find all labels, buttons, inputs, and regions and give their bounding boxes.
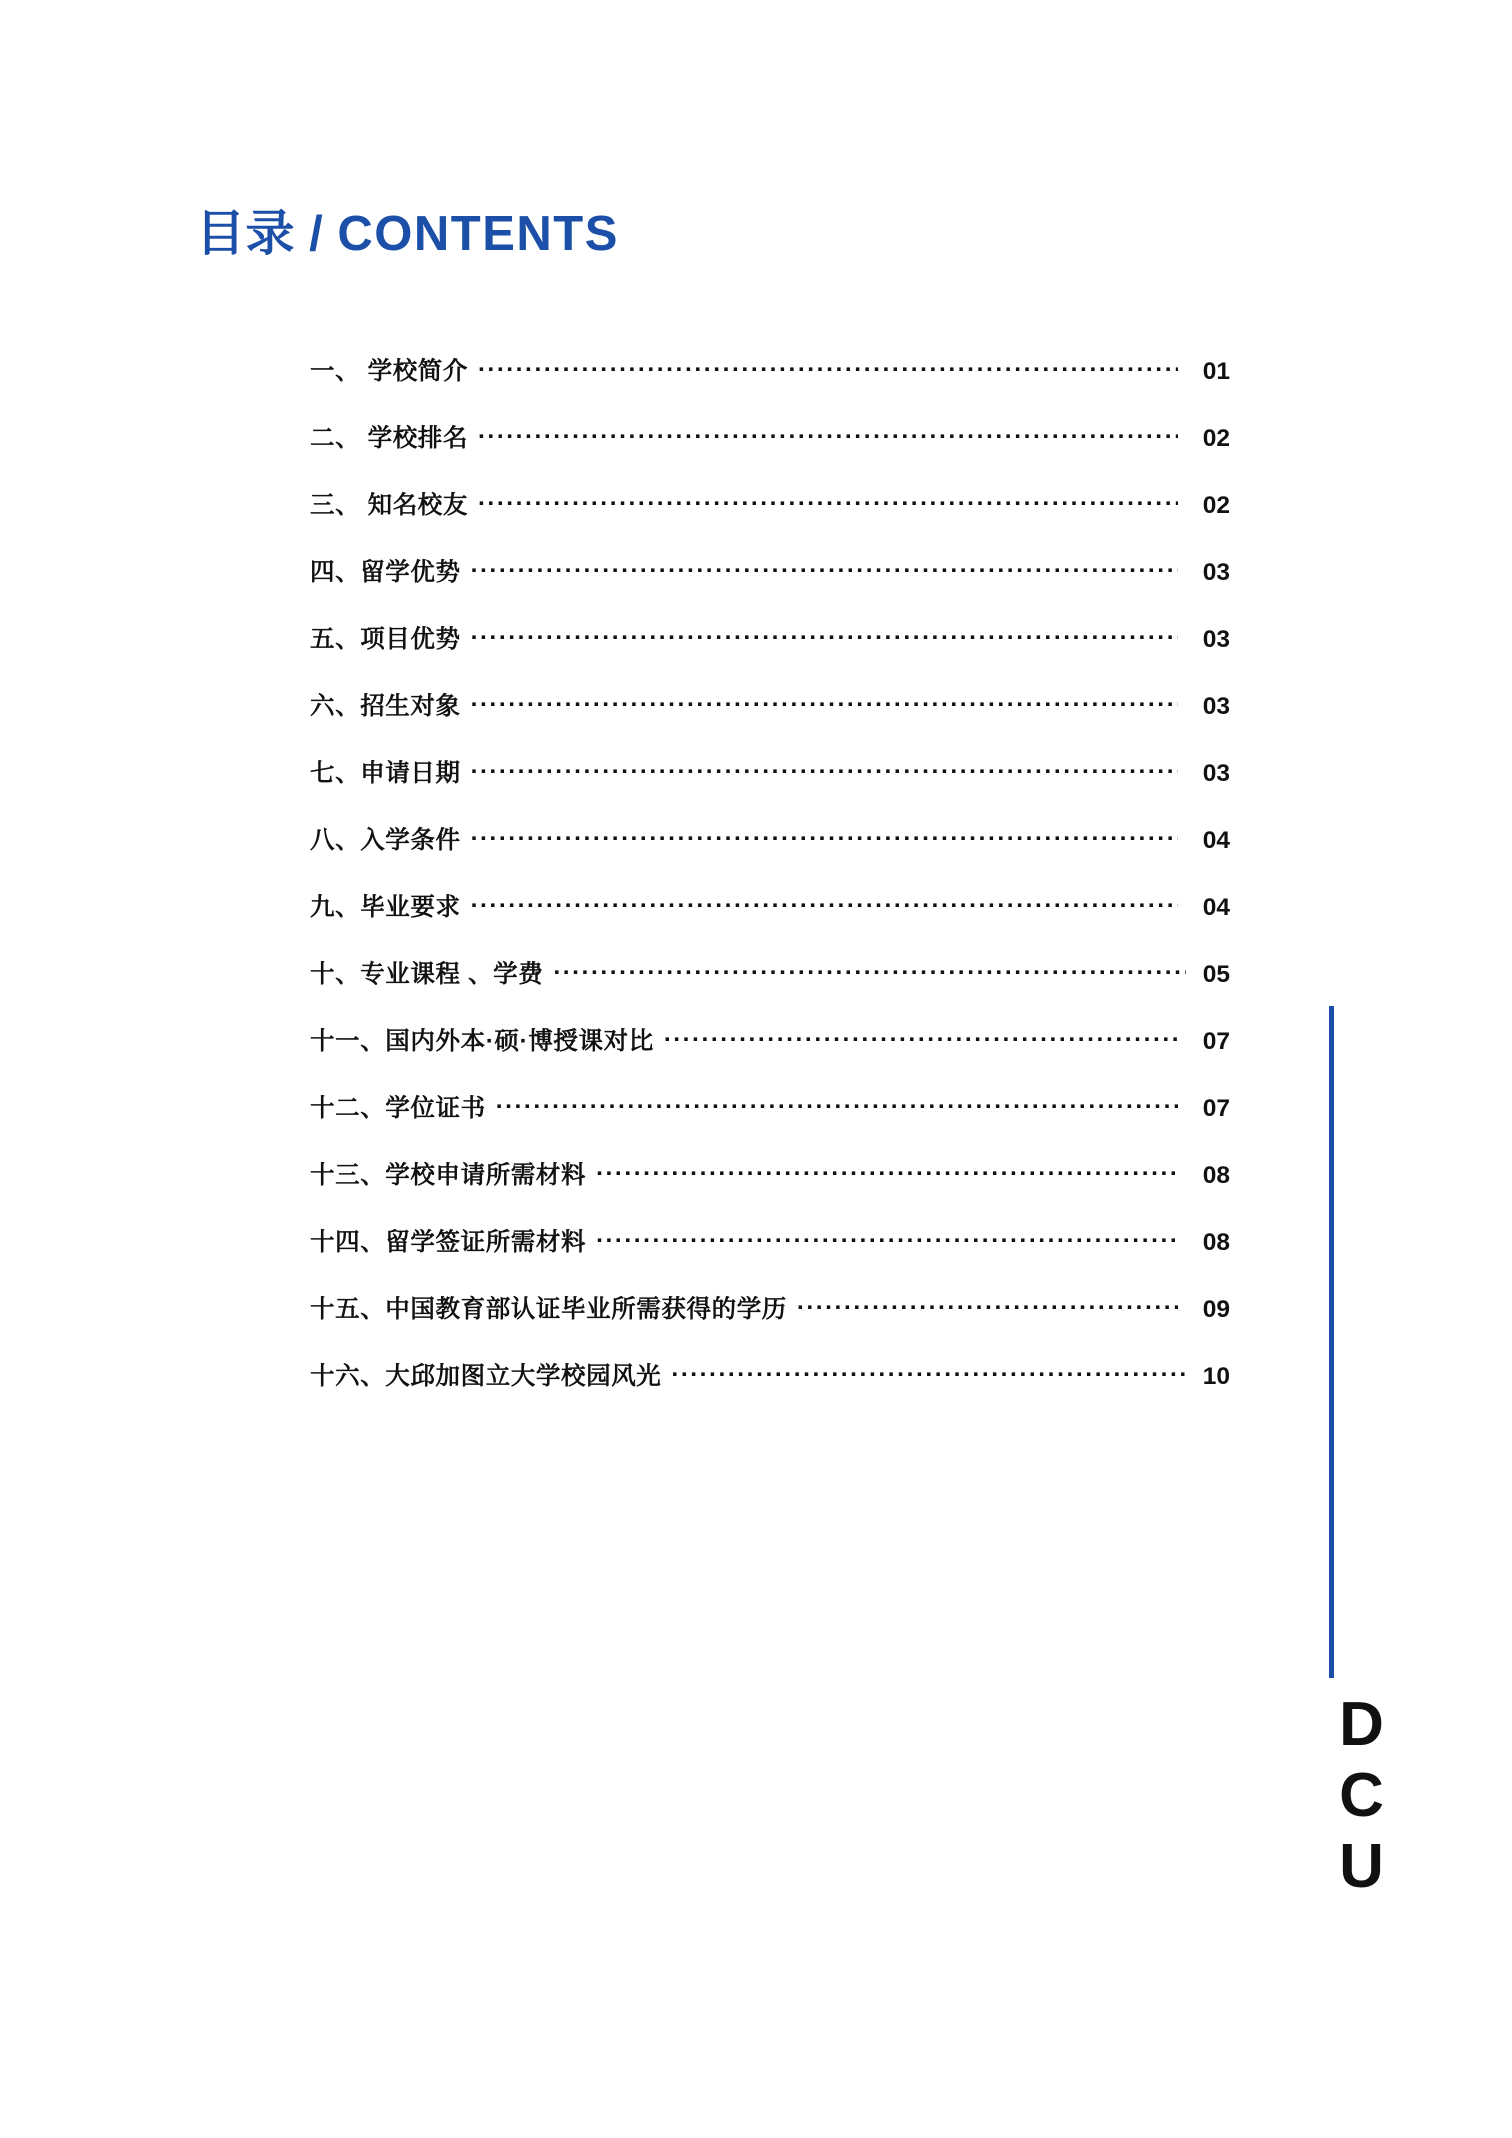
toc-leader-dots (471, 824, 1178, 848)
toc-leader-dots (471, 623, 1178, 647)
toc-entry[interactable] (310, 821, 1230, 888)
toc-entry-label: 一、 学校简介 (310, 358, 469, 385)
toc-entry-page: 10 (1202, 1363, 1230, 1390)
side-logo-text: DCU (1327, 1690, 1396, 1903)
toc-entry-page: 04 (1202, 827, 1230, 854)
toc-entry[interactable] (310, 486, 1230, 553)
page-title (196, 195, 619, 265)
toc-leader-dots (478, 489, 1178, 513)
toc-leader-dots (596, 1159, 1178, 1183)
toc-entry-label: 三、 知名校友 (310, 492, 469, 519)
toc-leader-dots (471, 556, 1178, 580)
toc-entry-page: 09 (1202, 1296, 1230, 1323)
toc-entry[interactable] (310, 754, 1230, 821)
toc-leader-dots (471, 757, 1178, 781)
toc-leader-dots (797, 1293, 1178, 1317)
toc-leader-dots (478, 355, 1178, 379)
toc-entry-label: 十二、学位证书 (310, 1095, 486, 1122)
toc-leader-dots (671, 1360, 1186, 1384)
toc-entry-label: 九、毕业要求 (310, 894, 461, 921)
table-of-contents (310, 352, 1230, 1424)
toc-entry-page: 02 (1202, 492, 1230, 519)
toc-entry[interactable] (310, 1357, 1230, 1424)
toc-entry[interactable] (310, 1223, 1230, 1290)
toc-entry[interactable] (310, 687, 1230, 754)
toc-entry[interactable] (310, 1156, 1230, 1223)
toc-entry[interactable] (310, 1290, 1230, 1357)
toc-leader-dots (596, 1226, 1178, 1250)
toc-entry-label: 四、留学优势 (310, 559, 461, 586)
page-title-en: CONTENTS (337, 207, 619, 261)
toc-entry[interactable] (310, 620, 1230, 687)
toc-entry-label: 十五、中国教育部认证毕业所需获得的学历 (310, 1296, 787, 1323)
toc-entry-page: 07 (1202, 1095, 1230, 1122)
toc-entry[interactable] (310, 553, 1230, 620)
toc-entry[interactable] (310, 352, 1230, 419)
side-accent-rule (1329, 1006, 1334, 1678)
toc-entry-page: 02 (1202, 425, 1230, 452)
toc-entry-page: 04 (1202, 894, 1230, 921)
toc-entry-page: 03 (1202, 693, 1230, 720)
toc-leader-dots (478, 422, 1178, 446)
toc-entry-page: 03 (1202, 760, 1230, 787)
page-title-cn: 目录 (196, 207, 296, 261)
toc-entry[interactable] (310, 1022, 1230, 1089)
toc-entry-page: 08 (1202, 1162, 1230, 1189)
toc-entry-label: 十三、学校申请所需材料 (310, 1162, 587, 1189)
toc-entry-page: 07 (1202, 1028, 1230, 1055)
toc-leader-dots (553, 958, 1186, 982)
toc-entry[interactable] (310, 1089, 1230, 1156)
toc-entry-page: 03 (1202, 559, 1230, 586)
toc-entry-label: 二、 学校排名 (310, 425, 469, 452)
toc-entry[interactable] (310, 955, 1230, 1022)
toc-entry-label: 六、招生对象 (310, 693, 461, 720)
toc-entry-page: 03 (1202, 626, 1230, 653)
toc-entry-page: 08 (1202, 1229, 1230, 1256)
toc-entry-label: 十、专业课程 、学费 (310, 961, 544, 988)
toc-entry[interactable] (310, 419, 1230, 486)
toc-entry-label: 五、项目优势 (310, 626, 461, 653)
toc-entry-label: 八、入学条件 (310, 827, 461, 854)
toc-leader-dots (664, 1025, 1178, 1049)
toc-leader-dots (471, 690, 1178, 714)
toc-entry-label: 七、申请日期 (310, 760, 461, 787)
toc-entry[interactable] (310, 888, 1230, 955)
toc-entry-page: 05 (1202, 961, 1230, 988)
toc-leader-dots (471, 891, 1178, 915)
toc-entry-label: 十一、国内外本·硕·博授课对比 (310, 1028, 654, 1055)
page-title-separator: / (309, 207, 324, 261)
toc-leader-dots (496, 1092, 1178, 1116)
toc-entry-label: 十六、大邱加图立大学校园风光 (310, 1363, 662, 1390)
toc-entry-page: 01 (1202, 358, 1230, 385)
toc-entry-label: 十四、留学签证所需材料 (310, 1229, 587, 1256)
